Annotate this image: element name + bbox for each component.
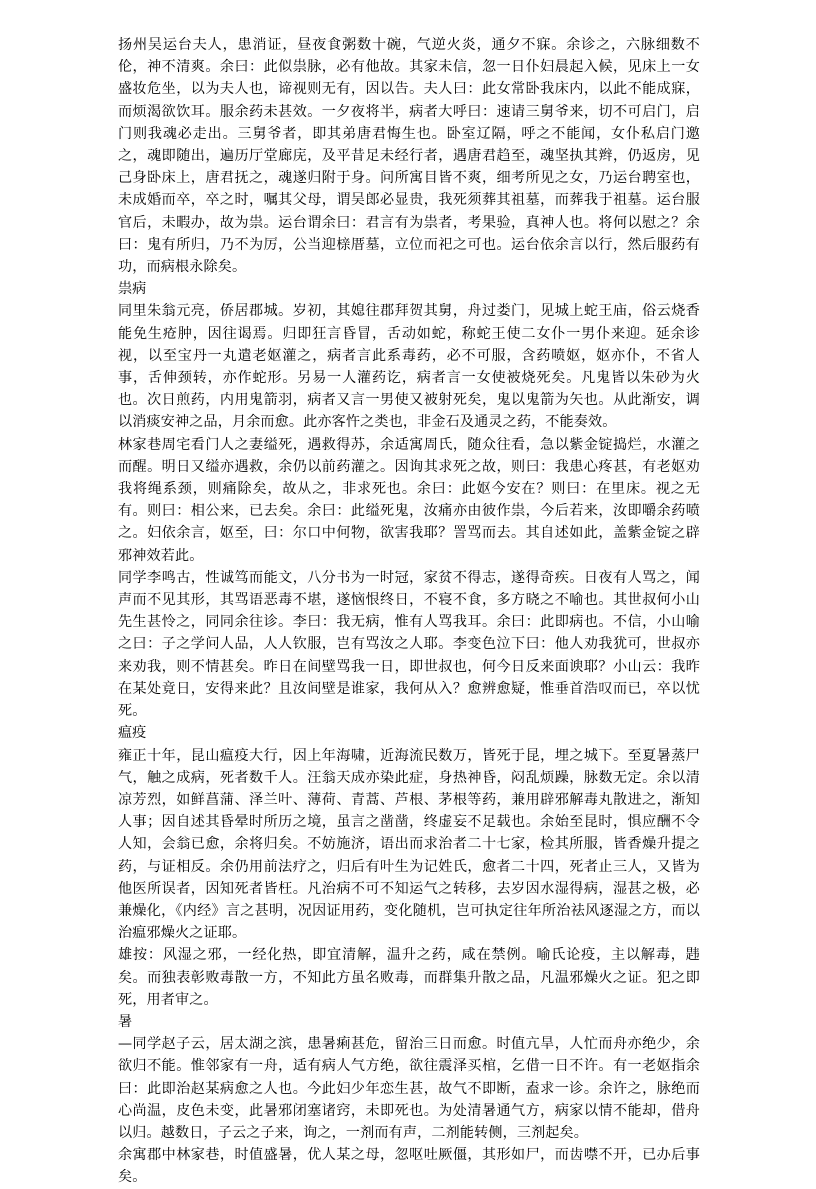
section-heading-sui-bing: 祟病: [118, 281, 147, 298]
paragraph-zhu-yuanliang-case: 同里朱翁元亮，侨居郡城。岁初，其媳往郡拜贺其舅，舟过娄门，见城上蛇王庙，俗云烧香能免生疮肿，因往谒焉。归即狂言昏冒，舌动如蛇，称蛇王使二女仆一男仆来迎。延余诊视，以至宝丹一丸遣老妪灌之，病者言此系毒药，必不可服，含药喷妪，妪亦仆，不省人事，舌伸颈转，亦作蛇形。另易一人灌药讫，病者言一女使被烧死矣。凡鬼皆以朱砂为火也。次日煎药，内用鬼箭羽，病者又言一男使又被射死矣，鬼以鬼箭为矢也。从此渐安，调以消痰安神之品，月余而愈。此亦客忤之类也，非金石及通灵之药，不能奏效。: [118, 303, 700, 431]
paragraph-zhao-ziyun-case: —同学赵子云，居太湖之滨，患暑痢甚危，留治三日而愈。时值亢旱，人忙而舟亦绝少，余欲归不能。惟邻家有一舟，适有病人气方绝，欲往震泽买棺，乞借一日不许。有一老妪指余曰：此即治赵某病愈之人也。今此妇少年恋生甚，故气不即断，盍求一诊。余许之，脉绝而心尚温，皮色未变，此暑邪闭塞诸窍，未即死也。为处清暑通气方，病家以情不能却，借舟以归。越数日，子云之子来，询之，一剂而有声，二剂能转侧，三剂起矣。: [118, 1036, 700, 1141]
paragraph-actor-mother-case: 余寓郡中林家巷，时值盛暑，优人某之母，忽呕吐厥僵，其形如尸，而齿噤不开，已办后事矣。: [118, 1147, 700, 1186]
section-heading-wen-yi: 瘟疫: [118, 725, 147, 742]
paragraph-wu-yuntai-case: 扬州吴运台夫人，患消证，昼夜食粥数十碗，气逆火炎，通夕不寐。余诊之，六脉细数不伦，神不清爽。余曰：此似祟脉，必有他故。其家未信，忽一日仆妇晨起入候，见床上一女盛妆危坐，以为夫人也，谛视则无有，因以告。夫人曰：此女常卧我床内，以此不能成寐，而烦渴欲饮耳。服余药未甚效。一夕夜将半，病者大呼曰：速请三舅爷来，切不可启门，启门则我魂必走出。三舅爷者，即其弟唐君悔生也。卧室辽隔，呼之不能闻，女仆私启门邀之，魂即随出，遍历厅堂廊庑，及平昔足未经行者，遇唐君趋至，魂坚执其辫，仍返房，见己身卧床上，唐君抚之，魂遂归附于身。问所寓目皆不爽，细考所见之女，乃运台聘室也，未成婚而卒，卒之时，嘱其父母，谓吴郎必显贵，我死须葬其祖墓，而葬我于祖墓。运台服官后，未暇办，故为祟。运台谓余曰：君言有为祟者，考果验，真神人也。将何以慰之？余曰：鬼有所归，乃不为厉，公当迎榇厝墓，立位而祀之可也。运台依余言以行，然后服药有功，而病根永除矣。: [118, 37, 700, 276]
paragraph-lin-jia-xiang-case: 林家巷周宅看门人之妻缢死，遇救得苏，余适寓周氏，随众往看，急以紫金锭捣烂，水灌之而醒。明日又缢亦遇救，余仍以前药灌之。因询其求死之故，则曰：我患心疼甚，有老妪劝我将绳系颈，则痛除矣，故从之，非求死也。余曰：此妪今安在？则曰：在里床。视之无有。则曰：相公来，已去矣。余曰：此缢死鬼，汝痛亦由彼作祟，今后若来，汝即嚼余药喷之。妇依余言，妪至，曰：尔口中何物，欲害我耶？詈骂而去。其自述如此，盖紫金锭之辟邪神效若此。: [118, 436, 700, 564]
paragraph-li-minggu-case: 同学李鸣古，性诚笃而能文，八分书为一时冠，家贫不得志，遂得奇疾。日夜有人骂之，闻声而不见其形，其骂语恶毒不堪，遂恼恨终日，不寝不食，多方晓之不喻也。其世叔何小山先生甚怜之，同同余往诊。李曰：我无病，惟有人骂我耳。余曰：此即病也。不信，小山喻之曰：子之学问人品，人人钦服，岂有骂汝之人耶。李变色泣下曰：他人劝我犹可，世叔亦来劝我，则不情甚矣。昨日在间壁骂我一日，即世叔也，何今日反来面谀耶？小山云：我昨在某处竟日，安得来此？且汝间壁是谁家，我何从入？愈辨愈疑，惟垂首浩叹而已，卒以忧死。: [118, 569, 700, 720]
paragraph-xiong-an-note: 雄按：风湿之邪，一经化热，即宜清解，温升之药，咸在禁例。喻氏论疫，主以解毒，韪矣。而独表彰败毒散一方，不知此方虽名败毒，而群集升散之品，凡温邪燥火之证。犯之即死，用者审之。: [118, 947, 700, 1008]
paragraph-kunshan-plague: 雍正十年，昆山瘟疫大行，因上年海啸，近海流民数万，皆死于昆，埋之城下。至夏暑蒸尸气，触之成病，死者数千人。汪翁天成亦染此症，身热神昏，闷乱烦躁，脉数无定。余以清凉芳烈，如鲜菖蒲、泽兰叶、薄荷、青蒿、芦根、茅根等药，兼用辟邪解毒丸散进之，渐知人事；因自述其昏晕时所历之境，虽言之凿凿，终虚妄不足载也。余始至昆时，惧应酬不令人知，会翁已愈，余将归矣。不妨施济，语出而求治者二十七家，检其所服，皆香燥升提之药，与证相反。余仍用前法疗之，归后有叶生为记姓氏，愈者二十四，死者止三人，又皆为他医所误者，因知死者皆枉。凡治病不可不知运气之转移，去岁因水湿得病，湿甚之极，必兼燥化，《内经》言之甚明，况因证用药，变化随机，岂可执定往年所治祛风逐湿之方，而以治瘟邪燥火之证耶。: [118, 747, 700, 942]
document-page: [118, 34, 700, 1189]
section-heading-shu: 暑: [118, 1013, 133, 1030]
